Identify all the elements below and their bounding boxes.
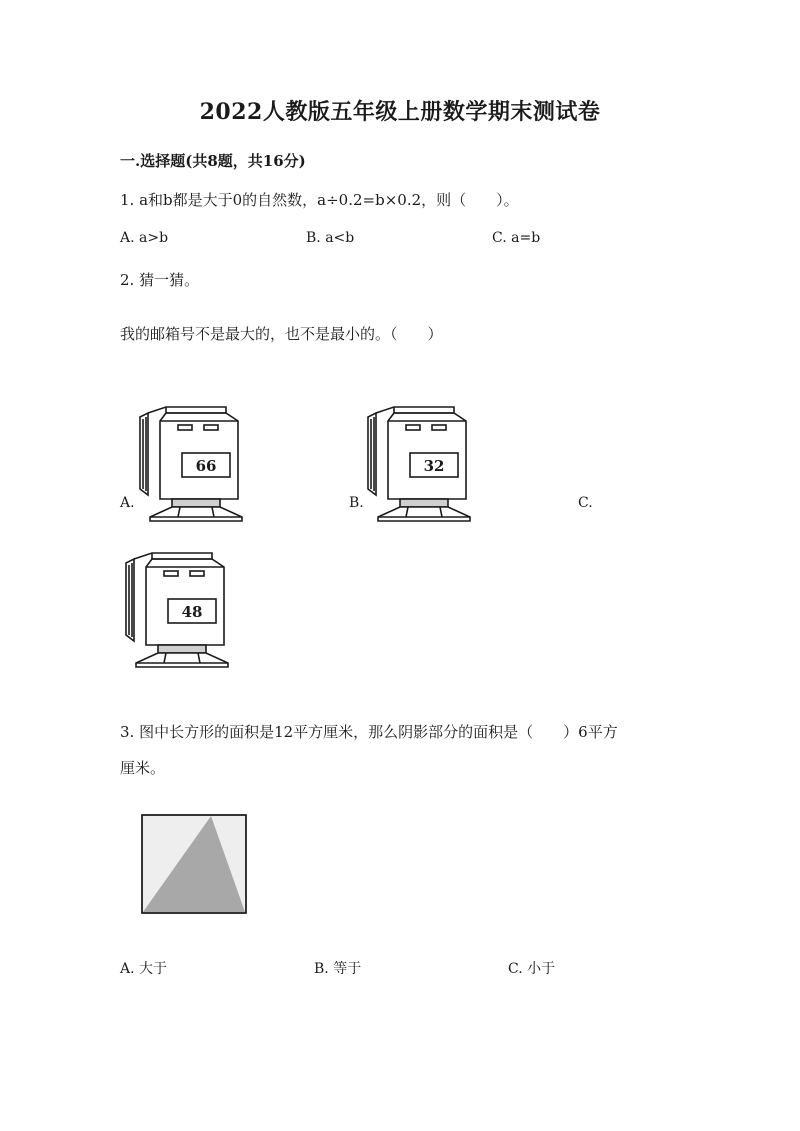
- page-title: 2022人教版五年级上册数学期末测试卷: [199, 99, 601, 125]
- mailbox-icon: [116, 549, 236, 679]
- mailbox-32-image[interactable]: [358, 403, 478, 533]
- q2-option-b[interactable]: B.: [349, 495, 364, 511]
- q3-option-a[interactable]: A. 大于: [120, 961, 168, 977]
- q2-option-a[interactable]: A.: [120, 495, 135, 511]
- shaded-triangle-icon: [141, 814, 249, 916]
- question-1-text: 1. a和b都是大于0的自然数，a÷0.2=b×0.2，则（ ）。: [120, 191, 519, 209]
- q3-option-c[interactable]: C. 小于: [508, 961, 556, 977]
- q2-option-c[interactable]: C.: [578, 495, 593, 511]
- q1-option-a[interactable]: A. a>b: [120, 230, 169, 246]
- question-3-text-line1: 3. 图中长方形的面积是12平方厘米，那么阴影部分的面积是（ ）6平方: [120, 723, 618, 741]
- q3-option-b[interactable]: B. 等于: [314, 961, 362, 977]
- question-2-subtext: 我的邮箱号不是最大的，也不是最小的。（ ）: [120, 325, 443, 343]
- mailbox-48-image[interactable]: [116, 549, 236, 679]
- mailbox-c-number: 48: [181, 603, 203, 621]
- mailbox-icon: [130, 403, 250, 533]
- question-3-text-line2: 厘米。: [120, 759, 166, 777]
- mailbox-b-number: 32: [423, 457, 445, 475]
- section-heading: 一.选择题(共8题，共16分): [120, 152, 306, 170]
- q1-option-c[interactable]: C. a=b: [492, 230, 541, 246]
- q1-option-b[interactable]: B. a<b: [306, 230, 355, 246]
- mailbox-66-image[interactable]: [130, 403, 250, 533]
- question-2-text: 2. 猜一猜。: [120, 271, 200, 289]
- mailbox-icon: [358, 403, 478, 533]
- mailbox-a-number: 66: [195, 457, 217, 475]
- rectangle-triangle-figure: [141, 814, 249, 916]
